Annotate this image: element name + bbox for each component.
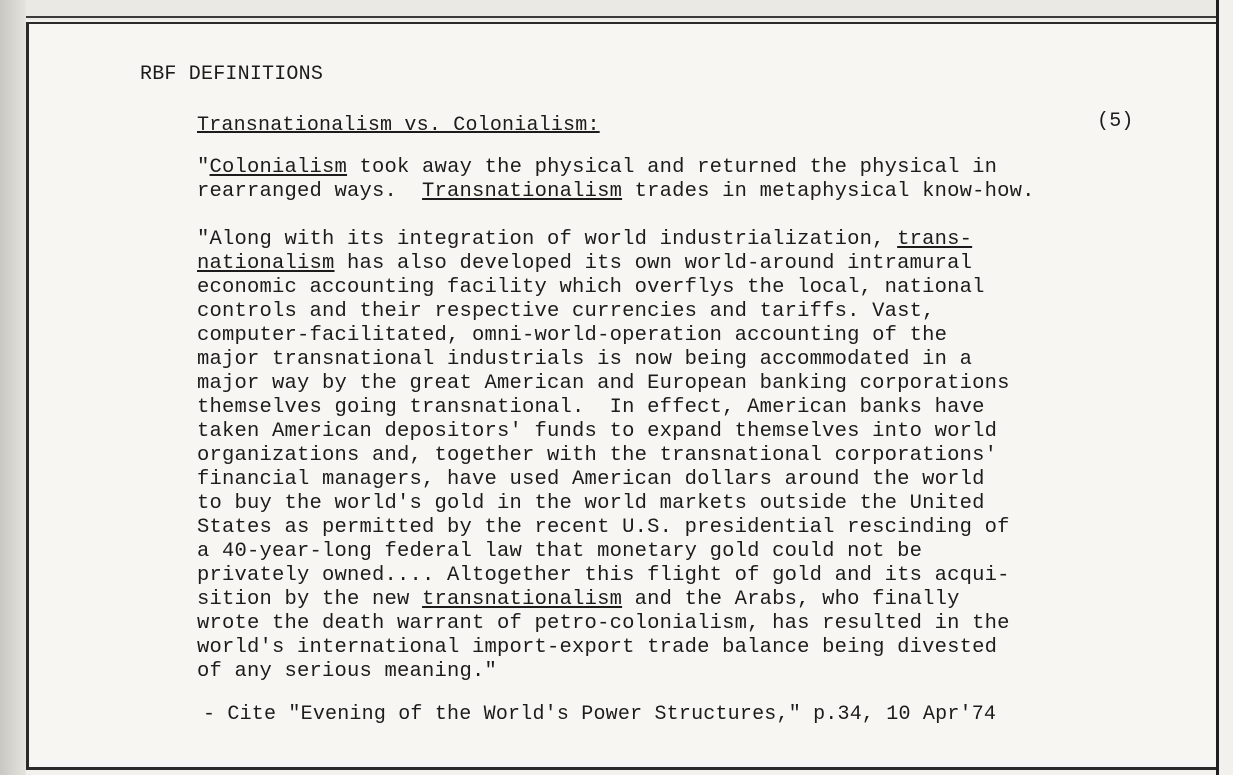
page-marker: (5) (1097, 110, 1134, 133)
text-line: financial managers, have used American dollars around the world (197, 468, 985, 491)
text-line: privately owned.... Altogether this flight of gold and its acqui- (197, 564, 1010, 587)
underlined-term: trans- (897, 228, 973, 251)
text-line: controls and their respective currencies and tariffs. Vast, (197, 300, 935, 323)
underlined-term: transnationalism (422, 588, 623, 611)
text-line: major way by the great American and European banking corporations (197, 372, 1010, 395)
text-line: "Along with its integration of world industrialization, trans- (197, 228, 973, 251)
text-line: nationalism has also developed its own world-around intramural (197, 252, 973, 275)
text-line: a 40-year-long federal law that monetary gold could not be (197, 540, 923, 563)
text-line: world's international import-export trade balance being divested (197, 636, 998, 659)
definition-subheading: Transnationalism vs. Colonialism: (197, 114, 600, 137)
text-line: wrote the death warrant of petro-colonialism, has resulted in the (197, 612, 1010, 635)
page-edge-shadow (0, 0, 26, 775)
text-line: organizations and, together with the transnational corporations' (197, 444, 998, 467)
top-border-line (26, 16, 1216, 18)
citation-line: - Cite "Evening of the World's Power Structures," p.34, 10 Apr'74 (203, 703, 997, 726)
text-line: "Colonialism took away the physical and returned the physical in (197, 156, 998, 179)
text-line: economic accounting facility which overflys the local, national (197, 276, 985, 299)
text-line: to buy the world's gold in the world markets outside the United (197, 492, 985, 515)
underlined-term: Transnationalism (422, 180, 623, 203)
text-line: States as permitted by the recent U.S. presidential rescinding of (197, 516, 1010, 539)
text-line: rearranged ways. Transnationalism trades in metaphysical know-how. (197, 180, 1035, 203)
quote-paragraph-1 (197, 156, 1035, 204)
text-line: of any serious meaning." (197, 660, 498, 683)
text-line: major transnational industrials is now being accommodated in a (197, 348, 973, 371)
document-heading: RBF DEFINITIONS (140, 63, 324, 86)
quote-paragraph-2 (197, 228, 1010, 684)
text-line: sition by the new transnationalism and the Arabs, who finally (197, 588, 960, 611)
text-line: taken American depositors' funds to expand themselves into world (197, 420, 998, 443)
underlined-term: nationalism (197, 252, 335, 275)
right-border-line (1216, 0, 1219, 775)
text-line: computer-facilitated, omni-world-operation accounting of the (197, 324, 948, 347)
text-line: themselves going transnational. In effect, American banks have (197, 396, 985, 419)
underlined-term: Colonialism (209, 156, 348, 179)
